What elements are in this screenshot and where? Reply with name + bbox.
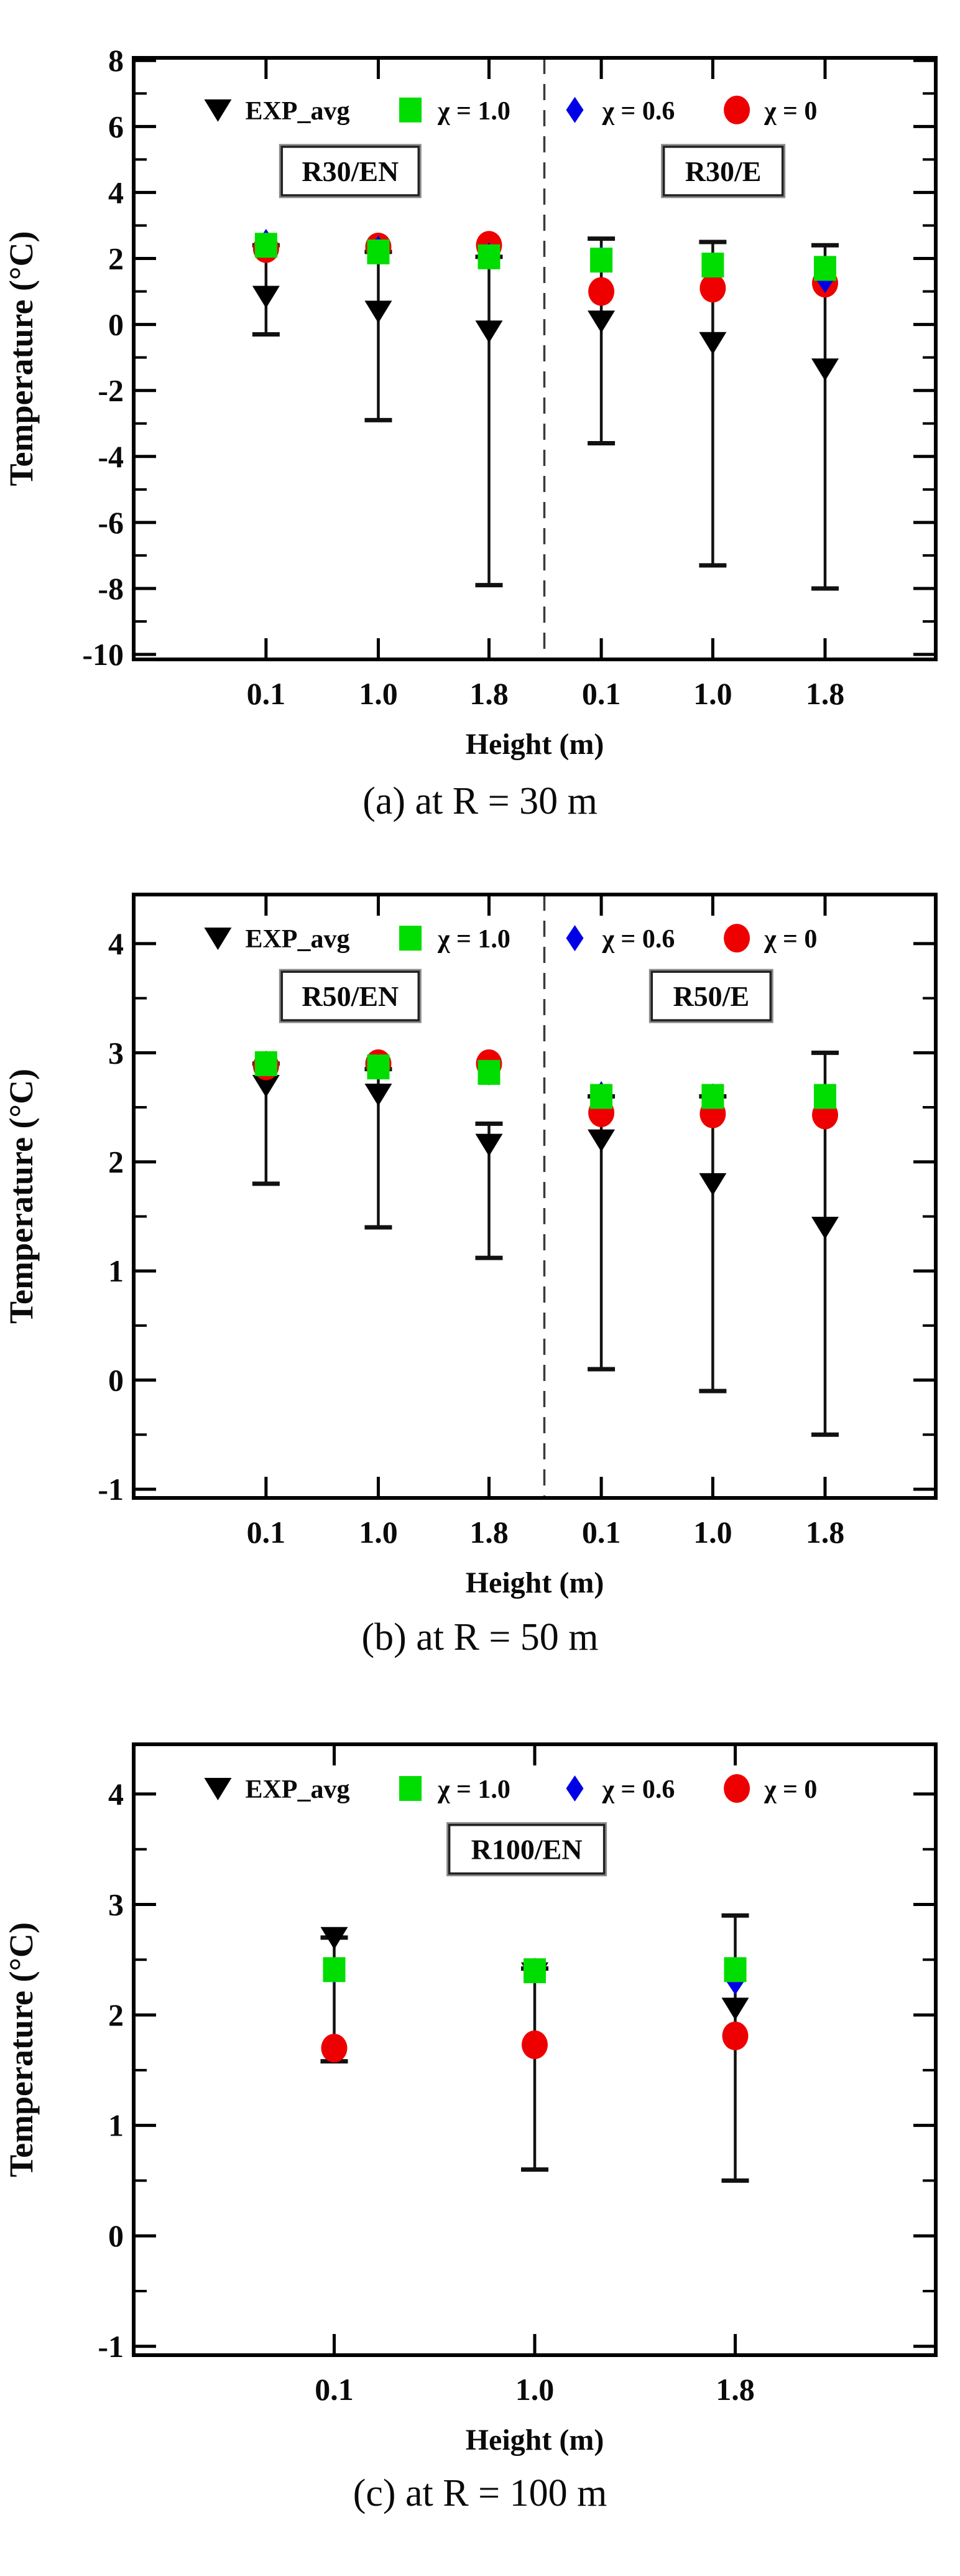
y-tick-label: -1 bbox=[98, 1472, 124, 1507]
data-point-R30/EN-1.0 bbox=[364, 233, 392, 420]
legend-label: χ = 1.0 bbox=[438, 96, 510, 126]
marker-chi-1-0 bbox=[367, 239, 389, 264]
legend-label: EXP_avg bbox=[245, 925, 350, 954]
y-axis-title: Temperature (°C) bbox=[2, 1069, 40, 1324]
x-tick-label: 1.0 bbox=[359, 676, 398, 711]
data-point-R30/E-1.0 bbox=[699, 242, 726, 565]
marker-chi-1-0 bbox=[701, 253, 724, 277]
x-tick-label: 1.0 bbox=[515, 2372, 555, 2407]
panel-c bbox=[0, 1695, 960, 2559]
legend-label: χ = 0 bbox=[764, 96, 818, 126]
chart-svg-b bbox=[0, 858, 960, 1600]
y-tick-label: 0 bbox=[108, 1362, 124, 1398]
x-tick-label: 1.8 bbox=[805, 676, 845, 711]
marker-chi-1-0 bbox=[478, 244, 500, 269]
legend bbox=[204, 1774, 817, 1804]
legend-label: χ = 0 bbox=[764, 1775, 818, 1805]
y-tick-label: -10 bbox=[82, 637, 124, 672]
marker-chi-1-0 bbox=[255, 1051, 277, 1076]
y-tick-label: 6 bbox=[108, 109, 124, 144]
x-tick-label: 1.0 bbox=[693, 676, 732, 711]
region-label: R100/EN bbox=[471, 1834, 583, 1866]
legend-label: EXP_avg bbox=[245, 96, 350, 126]
x-tick-label: 0.1 bbox=[246, 1515, 286, 1550]
y-axis-title: Temperature (°C) bbox=[2, 231, 40, 486]
caption-c: (c) at R = 100 m bbox=[353, 2472, 607, 2515]
panel-b bbox=[0, 858, 960, 1695]
marker-exp-avg bbox=[475, 320, 502, 343]
y-tick-label: 0 bbox=[108, 2218, 124, 2254]
marker-chi-1-0 bbox=[478, 1060, 500, 1085]
marker-exp-avg bbox=[588, 310, 615, 333]
marker-exp-avg bbox=[699, 1173, 726, 1196]
y-tick-label: -8 bbox=[98, 570, 124, 606]
y-tick-label: -4 bbox=[98, 439, 124, 474]
x-tick-label: 0.1 bbox=[246, 676, 286, 711]
x-tick-label: 0.1 bbox=[581, 1515, 621, 1550]
x-tick-label: 1.8 bbox=[469, 1515, 509, 1550]
marker-exp-avg bbox=[811, 1217, 839, 1239]
legend-label: χ = 0.6 bbox=[602, 925, 675, 954]
marker-exp-avg bbox=[722, 1998, 749, 2020]
x-tick-label: 1.0 bbox=[359, 1515, 398, 1550]
data-point-R50/EN-0.1 bbox=[252, 1051, 280, 1184]
legend bbox=[204, 96, 817, 126]
marker-chi-0 bbox=[722, 2022, 749, 2050]
marker-chi-1-0 bbox=[590, 248, 612, 272]
marker-chi-1-0 bbox=[323, 1958, 346, 1983]
chart-svg-a bbox=[0, 5, 960, 764]
marker-exp-avg bbox=[699, 332, 726, 355]
marker-chi-1-0 bbox=[367, 1054, 389, 1079]
marker-chi-1-0 bbox=[255, 233, 277, 258]
marker-exp-avg bbox=[588, 1130, 615, 1152]
x-axis-title: Height (m) bbox=[465, 728, 604, 761]
y-tick-label: 2 bbox=[108, 1144, 124, 1179]
data-point-R30/EN-1.8 bbox=[475, 231, 502, 585]
data-point-R30/E-1.8 bbox=[811, 245, 839, 588]
legend-label: χ = 0.6 bbox=[602, 1775, 675, 1805]
legend-label: EXP_avg bbox=[245, 1775, 350, 1805]
y-axis-title: Temperature (°C) bbox=[2, 1922, 40, 2178]
y-tick-label: 2 bbox=[108, 241, 124, 276]
region-label: R30/EN bbox=[302, 155, 399, 187]
chart-a bbox=[0, 5, 960, 764]
y-tick-label: 3 bbox=[108, 1887, 124, 1922]
caption-b: (b) at R = 50 m bbox=[361, 1616, 599, 1659]
y-tick-label: 4 bbox=[108, 926, 124, 962]
marker-chi-1-0 bbox=[724, 1958, 747, 1983]
region-label: R30/E bbox=[685, 155, 762, 187]
data-point-R50/E-1.8 bbox=[811, 1053, 839, 1435]
chart-b bbox=[0, 858, 960, 1600]
marker-chi-0 bbox=[522, 2030, 548, 2059]
x-tick-label: 1.8 bbox=[469, 676, 509, 711]
caption-a: (a) at R = 30 m bbox=[362, 780, 598, 822]
legend-label: χ = 0.6 bbox=[602, 96, 675, 126]
x-tick-label: 1.0 bbox=[693, 1515, 732, 1550]
marker-exp-avg bbox=[252, 286, 280, 309]
marker-chi-0 bbox=[321, 2034, 348, 2063]
legend-marker-square bbox=[399, 1776, 422, 1801]
marker-exp-avg bbox=[475, 1134, 502, 1156]
x-axis-title: Height (m) bbox=[465, 1566, 604, 1600]
marker-exp-avg bbox=[364, 1084, 392, 1106]
data-point-R50/EN-1.0 bbox=[364, 1049, 392, 1227]
marker-chi-1-0 bbox=[590, 1084, 612, 1109]
x-tick-label: 1.8 bbox=[716, 2372, 755, 2407]
plot-box bbox=[134, 895, 936, 1498]
chart-c bbox=[0, 1695, 960, 2456]
marker-exp-avg bbox=[811, 358, 839, 381]
y-tick-label: 8 bbox=[108, 43, 124, 78]
x-tick-label: 1.8 bbox=[805, 1515, 845, 1550]
marker-chi-1-0 bbox=[524, 1958, 546, 1983]
x-axis-title: Height (m) bbox=[465, 2424, 604, 2457]
legend-marker-diamond bbox=[566, 1775, 584, 1802]
y-tick-label: 4 bbox=[108, 175, 124, 210]
panel-a bbox=[0, 5, 960, 858]
legend-marker-triangle-down bbox=[204, 100, 231, 122]
legend-label: χ = 0 bbox=[764, 925, 818, 954]
marker-chi-1-0 bbox=[814, 1084, 836, 1109]
legend-label: χ = 1.0 bbox=[438, 1775, 510, 1805]
legend-marker-square bbox=[399, 98, 422, 123]
marker-chi-1-0 bbox=[814, 256, 836, 281]
legend-marker-triangle-down bbox=[204, 928, 231, 950]
marker-chi-1-0 bbox=[701, 1084, 724, 1109]
data-point-R30/EN-0.1 bbox=[252, 229, 280, 335]
legend-marker-circle bbox=[724, 1774, 750, 1803]
x-tick-label: 0.1 bbox=[315, 2372, 354, 2407]
y-tick-label: 1 bbox=[108, 1253, 124, 1289]
data-point-R30/E-0.1 bbox=[588, 239, 615, 444]
region-label: R50/EN bbox=[302, 980, 399, 1013]
chart-svg-c bbox=[0, 1695, 960, 2456]
y-tick-label: -6 bbox=[98, 505, 124, 540]
data-point-R50/EN-1.8 bbox=[475, 1049, 502, 1258]
legend-marker-triangle-down bbox=[204, 1778, 231, 1800]
y-tick-label: 4 bbox=[108, 1777, 124, 1812]
y-tick-label: -1 bbox=[98, 2329, 124, 2364]
region-label: R50/E bbox=[673, 980, 750, 1013]
legend-marker-circle bbox=[724, 924, 750, 952]
data-point-R100/EN-1.8 bbox=[722, 1916, 749, 2181]
y-tick-label: -2 bbox=[98, 373, 124, 408]
legend-marker-square bbox=[399, 926, 422, 951]
x-tick-label: 0.1 bbox=[581, 676, 621, 711]
legend-marker-diamond bbox=[566, 925, 584, 951]
data-point-R50/E-0.1 bbox=[588, 1081, 615, 1369]
data-point-R100/EN-1.0 bbox=[521, 1958, 548, 2170]
y-tick-label: 0 bbox=[108, 307, 124, 342]
y-tick-label: 2 bbox=[108, 1997, 124, 2033]
legend-label: χ = 1.0 bbox=[438, 925, 510, 954]
y-tick-label: 1 bbox=[108, 2108, 124, 2144]
y-tick-label: 3 bbox=[108, 1035, 124, 1071]
data-point-R50/E-1.0 bbox=[699, 1084, 726, 1392]
data-point-R100/EN-0.1 bbox=[321, 1927, 348, 2063]
legend bbox=[204, 924, 817, 954]
legend-marker-diamond bbox=[566, 97, 584, 123]
legend-marker-circle bbox=[724, 96, 750, 124]
marker-exp-avg bbox=[364, 300, 392, 323]
marker-chi-0 bbox=[588, 277, 614, 306]
marker-chi-0 bbox=[699, 274, 726, 302]
